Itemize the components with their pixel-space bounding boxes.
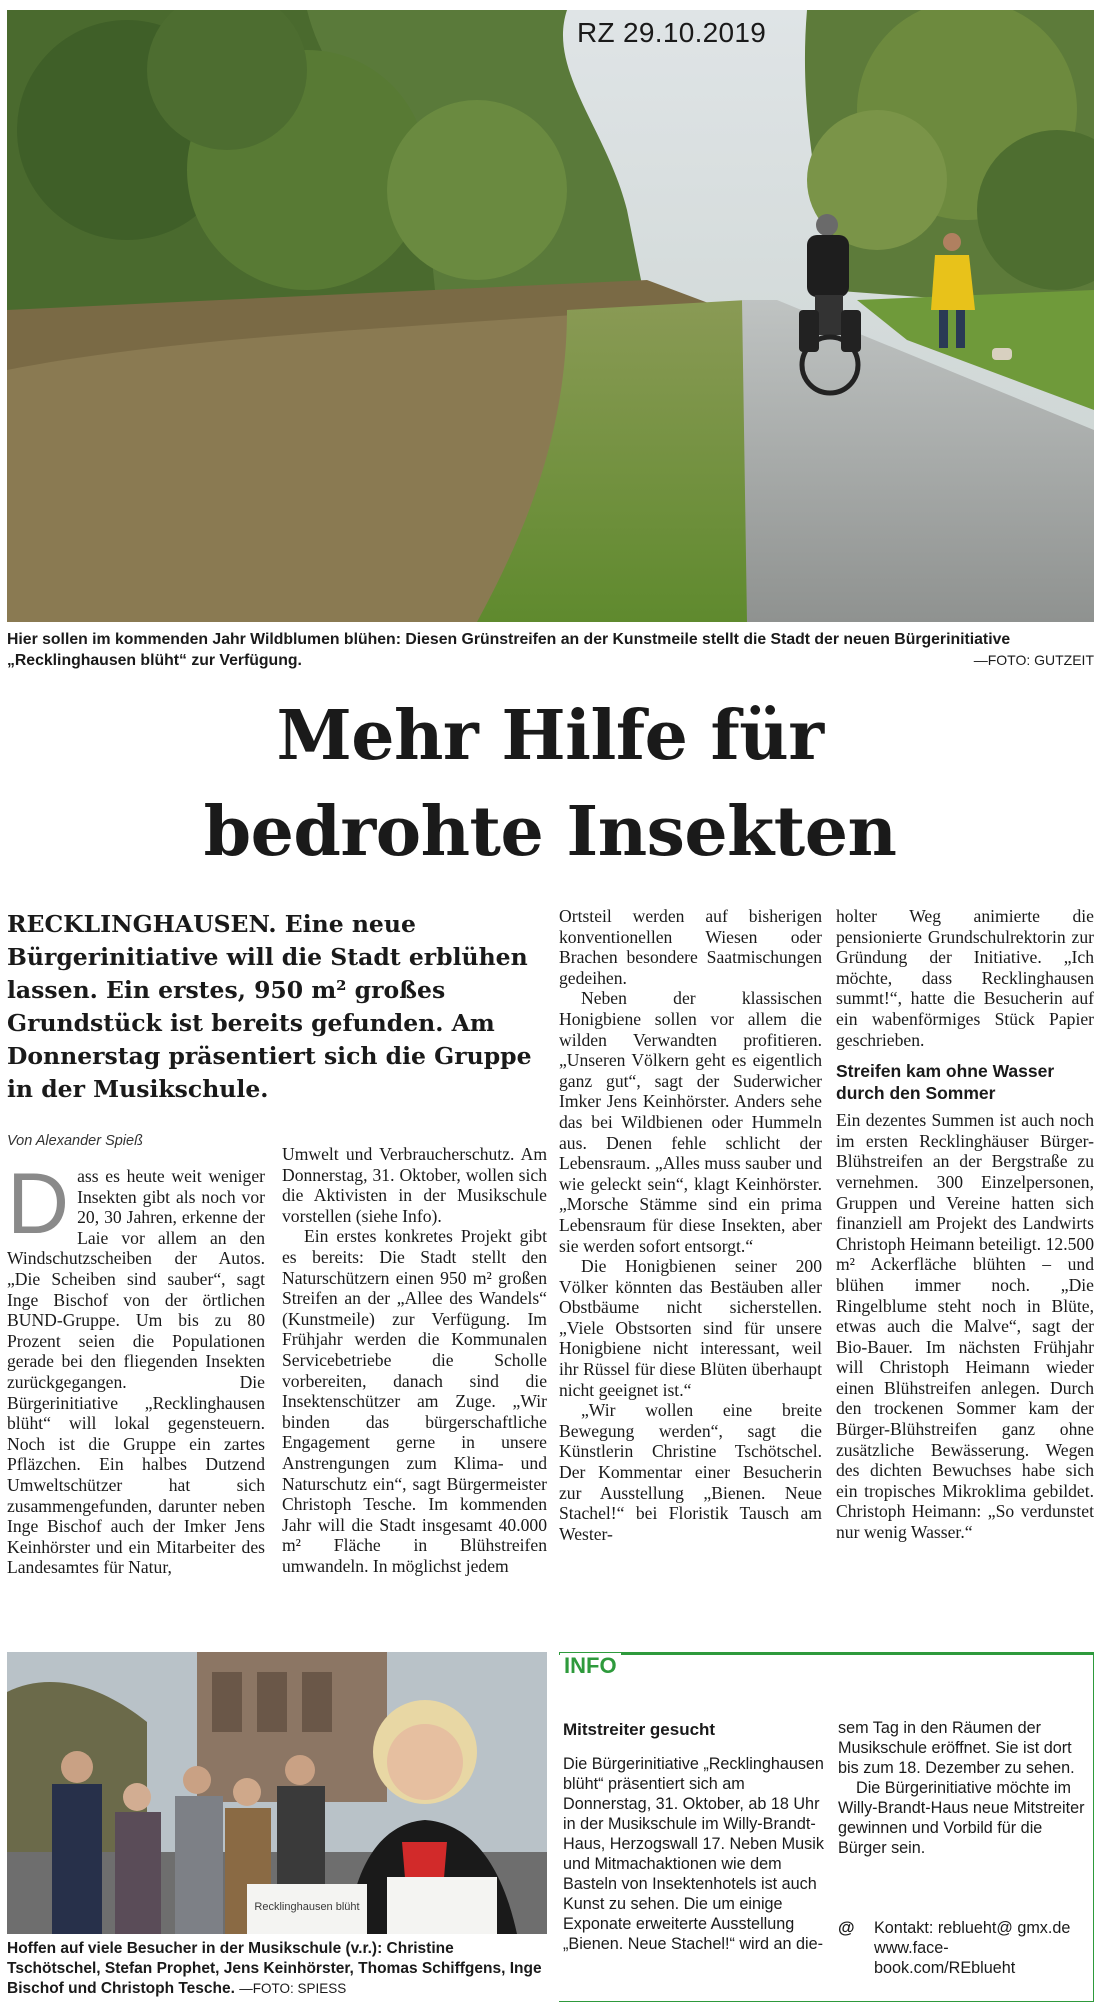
info-contact	[838, 1918, 1090, 1978]
contact-text: Kontakt: reblueht@ gmx.de www.face- book.com/REblueht	[874, 1919, 1071, 1977]
byline: Von Alexander Spieß	[7, 1133, 143, 1149]
info-paragraph: Die Bürgerinitiative „Recklinghausen blüht“ präsentiert sich am Donnerstag, 31. Oktober, ab 18 Uhr in der Musikschule im Willy-Brandt-Haus, Herzogswall 17. Neben Musik und Mitmachaktionen wie dem Basteln von Insektenhotels ist auch Kunst zu sehen. Die um einige Exponate erweiterte Ausstellung „Bienen. Neue Stachel!“ wird an die-	[563, 1755, 824, 1953]
article-paragraph: „Wir wollen eine breite Bewegung werden“, sagt die Künstlerin Christine Tschötschel. Der Kommentar einer Besucherin zur Ausstellung „Bienen. Neue Stachel!“ bei Floristik Tausch am Wester-	[559, 1400, 822, 1544]
info-box-heading: Mitstreiter gesucht	[563, 1720, 716, 1739]
article-column-1	[7, 1156, 265, 1578]
group-photo-illustration	[7, 1652, 547, 1934]
at-sign-icon: @	[838, 1918, 855, 1937]
group-photo-credit: —FOTO: SPIESS	[239, 1981, 347, 1996]
top-photo	[7, 10, 1094, 622]
top-photo-caption-text: Hier sollen im kommenden Jahr Wildblumen blühen: Diesen Grünstreifen an der Kunstmeile stellt die Stadt der neuen Bürgerinitiative „Recklinghausen blüht“ zur Verfügung.	[7, 631, 1011, 669]
article-column-4	[836, 906, 1094, 1543]
newspaper-date-stamp: RZ 29.10.2019	[577, 17, 767, 48]
article-subheading: Streifen kam ohne Wasser durch den Sommer	[836, 1061, 1055, 1104]
article-lead: RECKLINGHAUSEN. Eine neue Bürgerinitiative will die Stadt erblühen lassen. Ein erstes, 950 m² großes Grundstück ist bereits gefunden. Am Donnerstag präsentiert sich die Gruppe in der Musikschule.	[7, 910, 532, 1103]
dropcap: D	[7, 1156, 70, 1252]
info-column-1	[563, 1754, 825, 1954]
article-paragraph: Umwelt und Verbraucherschutz. Am Donnerstag, 31. Oktober, wollen sich die Aktivisten in der Musikschule vorstellen (siehe Info).	[282, 1144, 547, 1226]
article-column-3	[559, 906, 822, 1544]
group-photo	[7, 1652, 547, 1934]
info-paragraph: Die Bürgerinitiative möchte im Willy-Brandt-Haus neue Mitstreiter gewinnen und Vorbild für die Bürger sein.	[838, 1779, 1085, 1857]
park-path-illustration	[7, 10, 1094, 622]
headline	[0, 688, 1100, 880]
article-column-2	[282, 1144, 547, 1576]
headline-line-1: Mehr Hilfe für	[276, 696, 824, 776]
article-paragraph: holter Weg animierte die pensionierte Grundschulrektorin zur Gründung der Initiative. „Ich möchte, dass Recklinghausen summt!“, hatte die Besucherin auf ein wabenförmiges Stück Papier geschrieben.	[836, 906, 1094, 1050]
headline-line-2: bedrohte Insekten	[203, 792, 897, 872]
paragraph-text: ass es heute weit weniger Insekten gibt als noch vor 20, 30 Jahren, erkenne der Laie vor allem an den Windschutzscheiben der Autos. „Die Scheiben sind sauber“, sagt Inge Bischof von der örtlichen BUND-Gruppe. Um bis zu 80 Prozent seien die Populationen gerade bei den fliegenden Insekten zurückgegangen. Die Bürgerinitiative „Recklinghausen blüht“ will lokal gegensteuern. Noch ist die Gruppe ein zartes Pfläzchen. Ein halbes Dutzend Umweltschützer hat sich zusammengefunden, darunter neben Inge Bischof auch der Imker Jens Keinhörster und ein Mitarbeiter des Landesamtes für Natur,	[7, 1166, 265, 1578]
group-photo-caption	[7, 1939, 547, 1999]
article-paragraph	[7, 1156, 265, 1578]
article-paragraph: Die Honigbienen seiner 200 Völker könnten das Bestäuben aller Obstbäume nicht sicherstellen. „Viele Obstsorten sind für unsere Honigbiene nicht interessant, weil ihr Rüssel für diese Blüten überhaupt nicht geeignet ist.“	[559, 1256, 822, 1400]
article-paragraph: Ein dezentes Summen ist auch noch im ersten Recklinghäuser Bürger-Blühstreifen an der Bergstraße zu vernehmen. 300 Einzelpersonen, Gruppen und Vereine hatten sich finanziell am Projekt des Landwirts Christoph Heimann beteiligt. 12.500 m² Ackerfläche blühten – und blühen immer noch. „Die Ringelblume steht noch in Blüte, etwas auch die Malve“, sagt der Bio-Bauer. Im nächsten Frühjahr will Christoph Heimann wieder einen Blühstreifen anlegen. Durch den trockenen Sommer kam der Bürger-Blühstreifen ganz ohne zusätzliche Bewässerung. Wegen des dichten Bewuchses habe sich ein tropisches Mikroklima gebildet. Christoph Heimann: „So verdunstet nur wenig Wasser.“	[836, 1110, 1094, 1543]
top-photo-credit: —FOTO: GUTZEIT	[973, 652, 1094, 668]
info-paragraph: sem Tag in den Räumen der Musikschule eröffnet. Sie ist dort bis zum 18. Dezember zu sehen.	[838, 1719, 1075, 1777]
top-photo-caption	[7, 629, 1094, 671]
info-column-2	[838, 1718, 1090, 1858]
sign-text: Recklinghausen blüht	[254, 1901, 360, 1913]
article-paragraph: Neben der klassischen Honigbiene sollen vor allem die wilden Verwandten profitieren. „Unseren Völkern geht es eigentlich ganz gut“, sagt der Suderwicher Imker Jens Keinhörster. Anders sehe das bei Wildbienen oder Hummeln aus. Denen fehle schlicht der Lebensraum. „Alles muss sauber und wie geleckt sein“, klagt Keinhörster. „Morsche Stämme sind ein prima Lebensraum für diese Insekten, aber sie werden sofort entsorgt.“	[559, 988, 822, 1256]
article-paragraph: Ortsteil werden auf bisherigen konventionellen Wiesen oder Brachen besondere Saatmischungen gedeihen.	[559, 906, 822, 988]
group-photo-caption-text: Hoffen auf viele Besucher in der Musikschule (v.r.): Christine Tschötschel, Stefan Prophet, Jens Keinhörster, Thomas Schiffgens, Inge Bischof und Christoph Tesche.	[7, 1940, 542, 1997]
info-box-title: INFO	[560, 1653, 621, 1679]
article-paragraph: Ein erstes konkretes Projekt gibt es bereits: Die Stadt stellt den Naturschützern einen 950 m² großen Streifen an der „Allee des Wandels“ (Kunstmeile) zur Verfügung. Im Frühjahr werden die Kommunalen Servicebetriebe die Scholle vorbereiten, danach sind die Insektenschützer am Zuge. „Wir binden das bürgerschaftliche Engagement gerne in unsere Anstrengungen zum Klima- und Naturschutz ein“, sagt Bürgermeister Christoph Tesche. Im kommenden Jahr will die Stadt insgesamt 40.000 m² Fläche in Blühstreifen umwandeln. In möglichst jedem	[282, 1226, 547, 1576]
